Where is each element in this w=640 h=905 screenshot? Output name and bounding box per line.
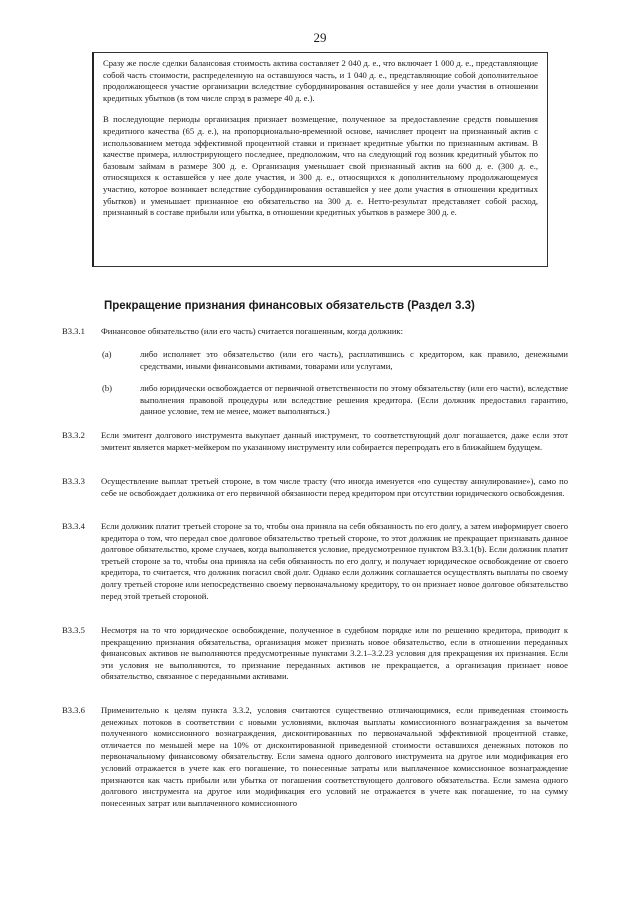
page-number: 29	[313, 30, 327, 45]
paragraph-b3-3-2	[62, 430, 568, 453]
paragraph-text: Финансовое обязательство (или его часть) считается погашенным, когда должник:	[101, 326, 403, 336]
paragraph-b3-3-3	[62, 476, 568, 499]
paragraph-b3-3-1	[62, 326, 568, 338]
subitem-a	[102, 349, 568, 372]
paragraph-number: B3.3.3	[62, 476, 85, 486]
subitem-text: либо исполняет это обязательство (или его часть), расплатившись с кредитором, как правило, денежными средствами, иными финансовыми активами, товарами или услугами,	[140, 349, 568, 371]
paragraph-number: B3.3.1	[62, 326, 85, 336]
box-paragraph: В последующие периоды организация признает возмещение, полученное за предоставление средств повышения кредитного качества (65 д. е.), на пропорционально-временной основе, начисляет процент на признанный актив с использованием метода эффективной процентной ставки и признает кредитные убытки по признанным активам. В качестве примера, иллюстрирующего последнее, предположим, что на следующий год возник кредитный убыток по базовым займам в размере 300 д. е. Организация уменьшает свой признанный актив на 600 д. е. (300 д. е., относящихся к оставшейся у нее доле участия, и 300 д. е., относящихся к дополнительному продолжающемуся участию, которое возникает вследствие субординирования оставшейся у нее доли участия в отношении кредитных убытков) и уменьшает признанное ею обязательство на 300 д. е. Нетто-результат представляет собой расход, признанный в составе прибыли или убытка, в отношении кредитных убытков в размере 300 д. е.	[103, 114, 538, 218]
paragraph-number: B3.3.4	[62, 521, 85, 531]
paragraph-text: Осуществление выплат третьей стороне, в том числе трасту (что иногда именуется «по существу аннулирование»), само по себе не освобождает должника от его первичной обязанности перед кредитором при отсутствии юридического освобождения.	[101, 476, 568, 498]
paragraph-number: B3.3.6	[62, 705, 85, 715]
subitem-label: (a)	[102, 349, 112, 359]
paragraph-b3-3-5	[62, 625, 568, 683]
paragraph-number: B3.3.5	[62, 625, 85, 635]
subitem-text: либо юридически освобождается от первичной ответственности по этому обязательству (или его части), вследствие выполнения правовой процедуры или вследствие решения кредитора. (Если должник предоставил гарантию, данное условие, тем не менее, может выполняться.)	[140, 383, 568, 417]
paragraph-b3-3-4	[62, 521, 568, 602]
paragraph-text: Применительно к целям пункта 3.3.2, условия считаются существенно отличающимися, если приведенная стоимость денежных потоков в соответствии с новыми условиями, включая выплаты комиссионного вознаграждения за вычетом полученного комиссионного вознаграждения, дисконтированных по первоначальной эффективной процентной ставке, отличается по меньшей мере на 10% от дисконтированной приведенной стоимости оставшихся денежных потоков по первоначальному финансовому обязательству. Если замена одного долгового инструмента на другое или модификация его условий отражается в учете как его погашение, то понесенные затраты или выплаченное комиссионное вознаграждение признаются как часть прибыли или убытка от погашения соответствующего долгового обязательства. Если замена одного долгового инструмента на другое или модификация его условий не отражается в учете как погашение, то на сумму понесенных затрат или выплаченного комиссионного	[101, 705, 568, 808]
paragraph-number: B3.3.2	[62, 430, 85, 440]
paragraph-text: Если должник платит третьей стороне за то, чтобы она приняла на себя обязанность по его долгу, а затем информирует своего кредитора о том, что передал свое долговое обязательство третьей стороне, то этот должник не прекращает признавать данное долговое обязательство, кроме случаев, когда выполняется условие, предусмотренное пунктом B3.3.1(b). Если должник платит третьей стороне за то, чтобы она приняла на себя обязанность по его долгу, и получает юридическое освобождение от своего кредитора, то считается, что должник погасил свой долг. Однако если должник соглашается осуществлять выплаты по своему долгу третьей стороне или непосредственно своему первоначальному кредитору, то он признает новое долговое обязательство перед этой третьей стороной.	[101, 521, 568, 601]
paragraph-b3-3-6	[62, 705, 568, 809]
subitem-b	[102, 383, 568, 418]
example-box	[92, 52, 548, 267]
box-paragraph: Сразу же после сделки балансовая стоимость актива составляет 2 040 д. е., что включает 1 000 д. е., представляющие собой часть стоимости, распределенную на оставшуюся часть, и 1 040 д. е., представляющие собой дополнительное продолжающееся участие организации вследствие субординирования оставшейся у нее доли участия в отношении кредитных убытков (в том числе спрэд в размере 40 д. е.).	[103, 58, 538, 103]
section-title: Прекращение признания финансовых обязательств (Раздел 3.3)	[104, 300, 475, 312]
subitem-label: (b)	[102, 383, 113, 393]
paragraph-text: Несмотря на то что юридическое освобождение, полученное в судебном порядке или по решению кредитора, приводит к прекращению признания обязательства, организация может признать новое обязательство, если в отношении переданных финансовых активов не выполняются предусмотренные пунктами 3.2.1–3.2.23 условия для прекращения их признания. Если эти условия не выполняются, то признание переданных активов не прекращается, а организация признает новое обязательство, связанное с переданными активами.	[101, 625, 568, 682]
paragraph-text: Если эмитент долгового инструмента выкупает данный инструмент, то соответствующий долг погашается, даже если этот эмитент является маркет-мейкером по указанному инструменту или собирается перепродать его в ближайшем будущем.	[101, 430, 568, 452]
